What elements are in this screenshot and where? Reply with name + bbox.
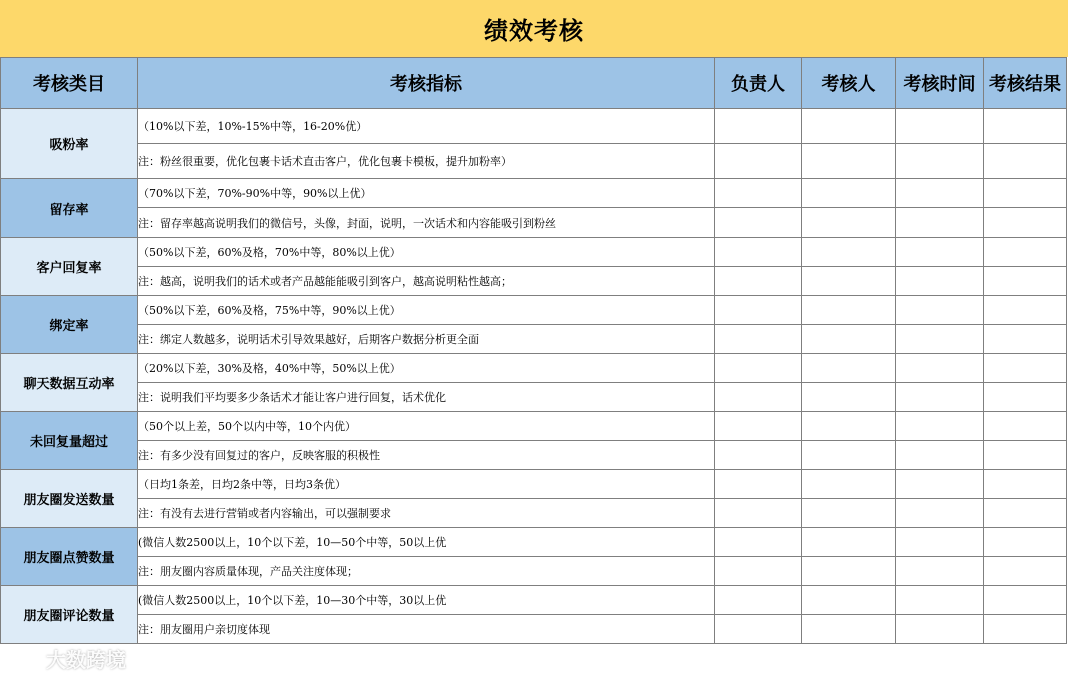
time-cell[interactable] xyxy=(896,499,984,528)
assessment-table xyxy=(0,57,1067,644)
result-cell[interactable] xyxy=(984,208,1067,238)
time-cell[interactable] xyxy=(896,296,984,325)
time-cell[interactable] xyxy=(896,383,984,412)
owner-cell[interactable] xyxy=(715,325,802,354)
table-row xyxy=(1,441,1067,470)
owner-cell[interactable] xyxy=(715,557,802,586)
header-time: 考核时间 xyxy=(896,58,984,109)
owner-cell[interactable] xyxy=(715,528,802,557)
owner-cell[interactable] xyxy=(715,586,802,615)
watermark xyxy=(8,644,126,672)
time-cell[interactable] xyxy=(896,470,984,499)
right-margin xyxy=(1068,0,1080,677)
result-cell[interactable] xyxy=(984,296,1067,325)
assessor-cell[interactable] xyxy=(802,208,896,238)
owner-cell[interactable] xyxy=(715,109,802,144)
note-cell: 注：朋友圈内容质量体现，产品关注度体现； xyxy=(138,557,715,586)
result-cell[interactable] xyxy=(984,470,1067,499)
result-cell[interactable] xyxy=(984,267,1067,296)
owner-cell[interactable] xyxy=(715,208,802,238)
assessor-cell[interactable] xyxy=(802,441,896,470)
result-cell[interactable] xyxy=(984,238,1067,267)
criteria-cell: (微信人数2500以上，10个以下差，10—30个中等，30以上优 xyxy=(138,586,715,615)
criteria-cell: （10%以下差，10%-15%中等，16-20%优） xyxy=(138,109,715,144)
criteria-cell: （日均1条差，日均2条中等，日均3条优） xyxy=(138,470,715,499)
assessor-cell[interactable] xyxy=(802,383,896,412)
time-cell[interactable] xyxy=(896,528,984,557)
assessor-cell[interactable] xyxy=(802,109,896,144)
table-row xyxy=(1,296,1067,325)
table-row xyxy=(1,615,1067,644)
assessor-cell[interactable] xyxy=(802,238,896,267)
note-cell: 注：留存率越高说明我们的微信号，头像，封面，说明，一次话术和内容能吸引到粉丝 xyxy=(138,208,715,238)
owner-cell[interactable] xyxy=(715,412,802,441)
time-cell[interactable] xyxy=(896,109,984,144)
table-row xyxy=(1,470,1067,499)
owner-cell[interactable] xyxy=(715,470,802,499)
owner-cell[interactable] xyxy=(715,441,802,470)
table-body xyxy=(1,109,1067,644)
time-cell[interactable] xyxy=(896,238,984,267)
owner-cell[interactable] xyxy=(715,296,802,325)
assessor-cell[interactable] xyxy=(802,470,896,499)
assessor-cell[interactable] xyxy=(802,412,896,441)
table-row xyxy=(1,412,1067,441)
category-cell: 留存率 xyxy=(1,179,138,238)
result-cell[interactable] xyxy=(984,383,1067,412)
time-cell[interactable] xyxy=(896,412,984,441)
owner-cell[interactable] xyxy=(715,354,802,383)
table-row xyxy=(1,557,1067,586)
time-cell[interactable] xyxy=(896,144,984,179)
table-row xyxy=(1,528,1067,557)
time-cell[interactable] xyxy=(896,586,984,615)
criteria-cell: （50%以下差，60%及格，75%中等，90%以上优） xyxy=(138,296,715,325)
assessor-cell[interactable] xyxy=(802,144,896,179)
criteria-cell: （50个以上差，50个以内中等，10个内优） xyxy=(138,412,715,441)
result-cell[interactable] xyxy=(984,557,1067,586)
assessor-cell[interactable] xyxy=(802,325,896,354)
criteria-cell: （50%以下差，60%及格，70%中等，80%以上优） xyxy=(138,238,715,267)
header-assessor: 考核人 xyxy=(802,58,896,109)
watermark-logo-icon xyxy=(8,648,40,668)
category-cell: 吸粉率 xyxy=(1,109,138,179)
note-cell: 注：有没有去进行营销或者内容输出，可以强制要求 xyxy=(138,499,715,528)
table-row xyxy=(1,325,1067,354)
owner-cell[interactable] xyxy=(715,238,802,267)
note-cell: 注：有多少没有回复过的客户，反映客服的积极性 xyxy=(138,441,715,470)
category-cell: 未回复量超过 xyxy=(1,412,138,470)
result-cell[interactable] xyxy=(984,179,1067,208)
owner-cell[interactable] xyxy=(715,179,802,208)
header-category: 考核类目 xyxy=(1,58,138,109)
result-cell[interactable] xyxy=(984,528,1067,557)
result-cell[interactable] xyxy=(984,325,1067,354)
criteria-cell: （20%以下差，30%及格，40%中等，50%以上优） xyxy=(138,354,715,383)
criteria-cell: （70%以下差，70%-90%中等，90%以上优） xyxy=(138,179,715,208)
result-cell[interactable] xyxy=(984,412,1067,441)
category-cell: 客户回复率 xyxy=(1,238,138,296)
category-cell: 朋友圈点赞数量 xyxy=(1,528,138,586)
owner-cell[interactable] xyxy=(715,267,802,296)
assessor-cell[interactable] xyxy=(802,267,896,296)
result-cell[interactable] xyxy=(984,499,1067,528)
assessor-cell[interactable] xyxy=(802,615,896,644)
owner-cell[interactable] xyxy=(715,144,802,179)
watermark-text: 大数跨境 xyxy=(46,647,126,672)
time-cell[interactable] xyxy=(896,615,984,644)
assessor-cell[interactable] xyxy=(802,557,896,586)
time-cell[interactable] xyxy=(896,441,984,470)
table-row xyxy=(1,586,1067,615)
table-row xyxy=(1,354,1067,383)
time-cell[interactable] xyxy=(896,208,984,238)
note-cell: 注：绑定人数越多，说明话术引导效果越好，后期客户数据分析更全面 xyxy=(138,325,715,354)
table-row xyxy=(1,238,1067,267)
owner-cell[interactable] xyxy=(715,499,802,528)
assessor-cell[interactable] xyxy=(802,354,896,383)
table-row xyxy=(1,499,1067,528)
owner-cell[interactable] xyxy=(715,615,802,644)
time-cell[interactable] xyxy=(896,267,984,296)
note-cell: 注：粉丝很重要，优化包裹卡话术直击客户，优化包裹卡模板，提升加粉率） xyxy=(138,144,715,179)
header-criteria: 考核指标 xyxy=(138,58,715,109)
category-cell: 聊天数据互动率 xyxy=(1,354,138,412)
result-cell[interactable] xyxy=(984,441,1067,470)
table-row xyxy=(1,144,1067,179)
table-row xyxy=(1,267,1067,296)
header-row xyxy=(1,58,1067,109)
assessor-cell[interactable] xyxy=(802,296,896,325)
result-cell[interactable] xyxy=(984,144,1067,179)
result-cell[interactable] xyxy=(984,615,1067,644)
table-row xyxy=(1,383,1067,412)
assessor-cell[interactable] xyxy=(802,179,896,208)
result-cell[interactable] xyxy=(984,586,1067,615)
owner-cell[interactable] xyxy=(715,383,802,412)
criteria-cell: (微信人数2500以上，10个以下差，10—50个中等，50以上优 xyxy=(138,528,715,557)
note-cell: 注：说明我们平均要多少条话术才能让客户进行回复，话术优化 xyxy=(138,383,715,412)
result-cell[interactable] xyxy=(984,109,1067,144)
result-cell[interactable] xyxy=(984,354,1067,383)
assessor-cell[interactable] xyxy=(802,528,896,557)
time-cell[interactable] xyxy=(896,354,984,383)
header-owner: 负责人 xyxy=(715,58,802,109)
category-cell: 绑定率 xyxy=(1,296,138,354)
page-title: 绩效考核 xyxy=(0,0,1068,57)
assessor-cell[interactable] xyxy=(802,586,896,615)
note-cell: 注：朋友圈用户亲切度体现 xyxy=(138,615,715,644)
assessor-cell[interactable] xyxy=(802,499,896,528)
table-row xyxy=(1,109,1067,144)
time-cell[interactable] xyxy=(896,179,984,208)
note-cell: 注：越高，说明我们的话术或者产品越能能吸引到客户，越高说明粘性越高； xyxy=(138,267,715,296)
table-row xyxy=(1,208,1067,238)
table-row xyxy=(1,179,1067,208)
header-result: 考核结果 xyxy=(984,58,1067,109)
category-cell: 朋友圈评论数量 xyxy=(1,586,138,644)
time-cell[interactable] xyxy=(896,557,984,586)
category-cell: 朋友圈发送数量 xyxy=(1,470,138,528)
time-cell[interactable] xyxy=(896,325,984,354)
